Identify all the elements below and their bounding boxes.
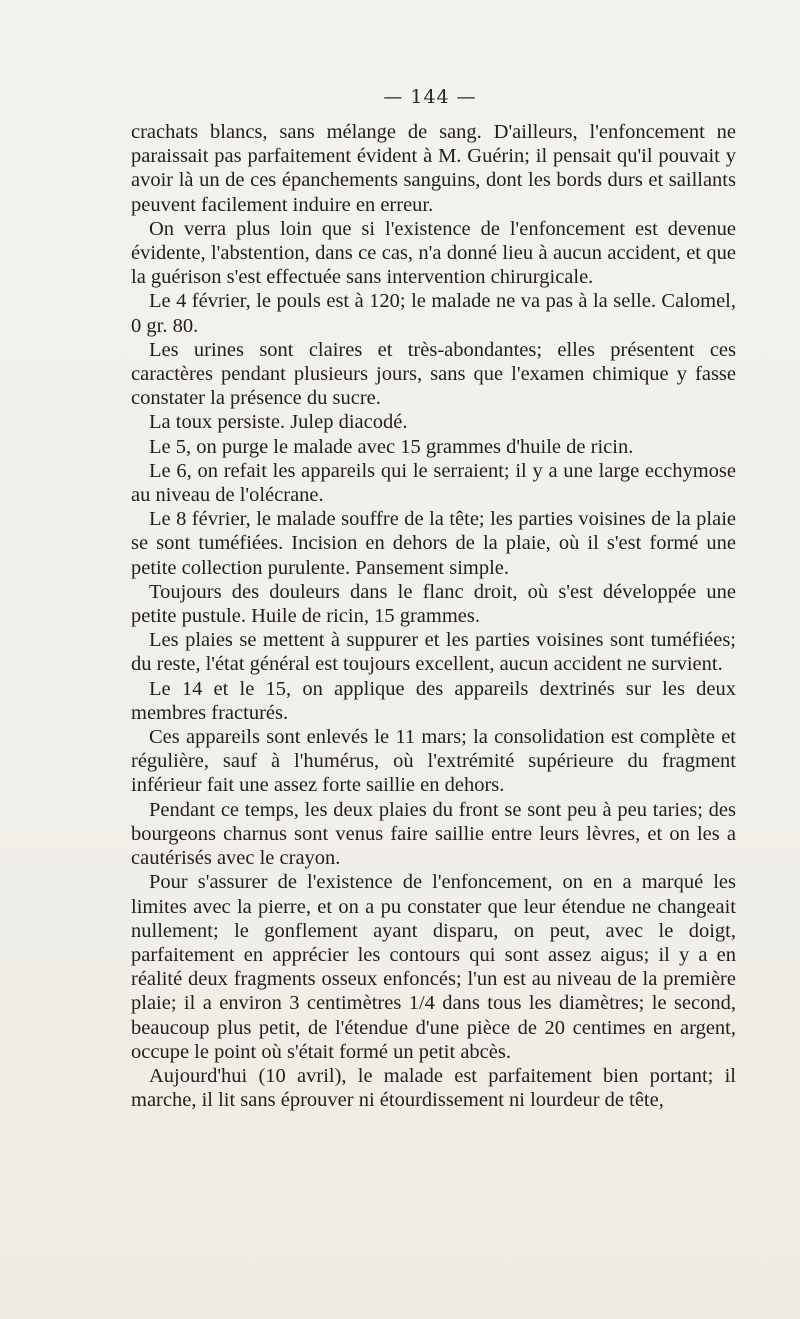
paragraph: Ces appareils sont enlevés le 11 mars; la consolidation est complète et régulière, sauf à l'humérus, où l'extrémité supérieure du fragment inférieur fait une assez forte saillie en dehors. — [131, 726, 736, 797]
paragraph: crachats blancs, sans mélange de sang. D'ailleurs, l'enfoncement ne paraissait pas parfaitement évident à M. Guérin; il pensait qu'il pouvait y avoir là un de ces épanchements sanguins, dont les bords durs et saillants peuvent facilement induire en erreur. — [131, 121, 736, 216]
paragraph: Le 8 février, le malade souffre de la tête; les parties voisines de la plaie se sont tuméfiées. Incision en dehors de la plaie, où il s'est formé une petite collection purulente. Pansement simple. — [131, 508, 736, 579]
paragraph: Le 4 février, le pouls est à 120; le malade ne va pas à la selle. Calomel, 0 gr. 80. — [131, 290, 736, 337]
page-number: — 144 — — [383, 86, 477, 108]
paragraph: On verra plus loin que si l'existence de l'enfoncement est devenue évidente, l'abstention, dans ce cas, n'a donné lieu à aucun accident, et que la guérison s'est effectuée sans intervention chirurgicale. — [131, 217, 736, 289]
paragraph: Le 5, on purge le malade avec 15 grammes d'huile de ricin. — [149, 435, 634, 458]
paragraph: Toujours des douleurs dans le flanc droit, où s'est développée une petite pustule. Huile de ricin, 15 grammes. — [131, 580, 736, 628]
paragraph: Les urines sont claires et très-abondantes; elles présentent ces caractères pendant plusieurs jours, sans que l'examen chimique y fasse constater la présence du sucre. — [131, 338, 736, 410]
paragraph: Aujourd'hui (10 avril), le malade est parfaitement bien portant; il marche, il lit sans éprouver ni étourdissement ni lourdeur de tête, — [131, 1064, 736, 1112]
paragraph: Pour s'assurer de l'existence de l'enfoncement, on en a marqué les limites avec la pierre, et on a pu constater que leur étendue ne changeait nullement; le gonflement ayant disparu, on peut, avec le doigt, parfaitement en apprécier les contours qui sont assez aigus; il y a en réalité deux fragments osseux enfoncés; l'un est au niveau de la première plaie; il a environ 3 centimètres 1/4 dans tous les diamètres; le second, beaucoup plus petit, de l'étendue d'une pièce de 20 centimes en argent, occupe le point où s'était formé un petit abcès. — [131, 871, 736, 1063]
paragraph: Le 6, on refait les appareils qui le serraient; il y a une large ecchymose au niveau de l'olécrane. — [131, 459, 736, 507]
body-text — [131, 120, 736, 1112]
paragraph: Pendant ce temps, les deux plaies du front se sont peu à peu taries; des bourgeons charnus sont venus faire saillie entre leurs lèvres, et on les a cautérisés avec le crayon. — [131, 798, 736, 870]
paragraph: Les plaies se mettent à suppurer et les parties voisines sont tuméfiées; du reste, l'état général est toujours excellent, aucun accident ne survient. — [131, 629, 736, 676]
paragraph: La toux persiste. Julep diacodé. — [149, 411, 408, 434]
paragraph: Le 14 et le 15, on applique des appareils dextrinés sur les deux membres fracturés. — [131, 677, 736, 724]
